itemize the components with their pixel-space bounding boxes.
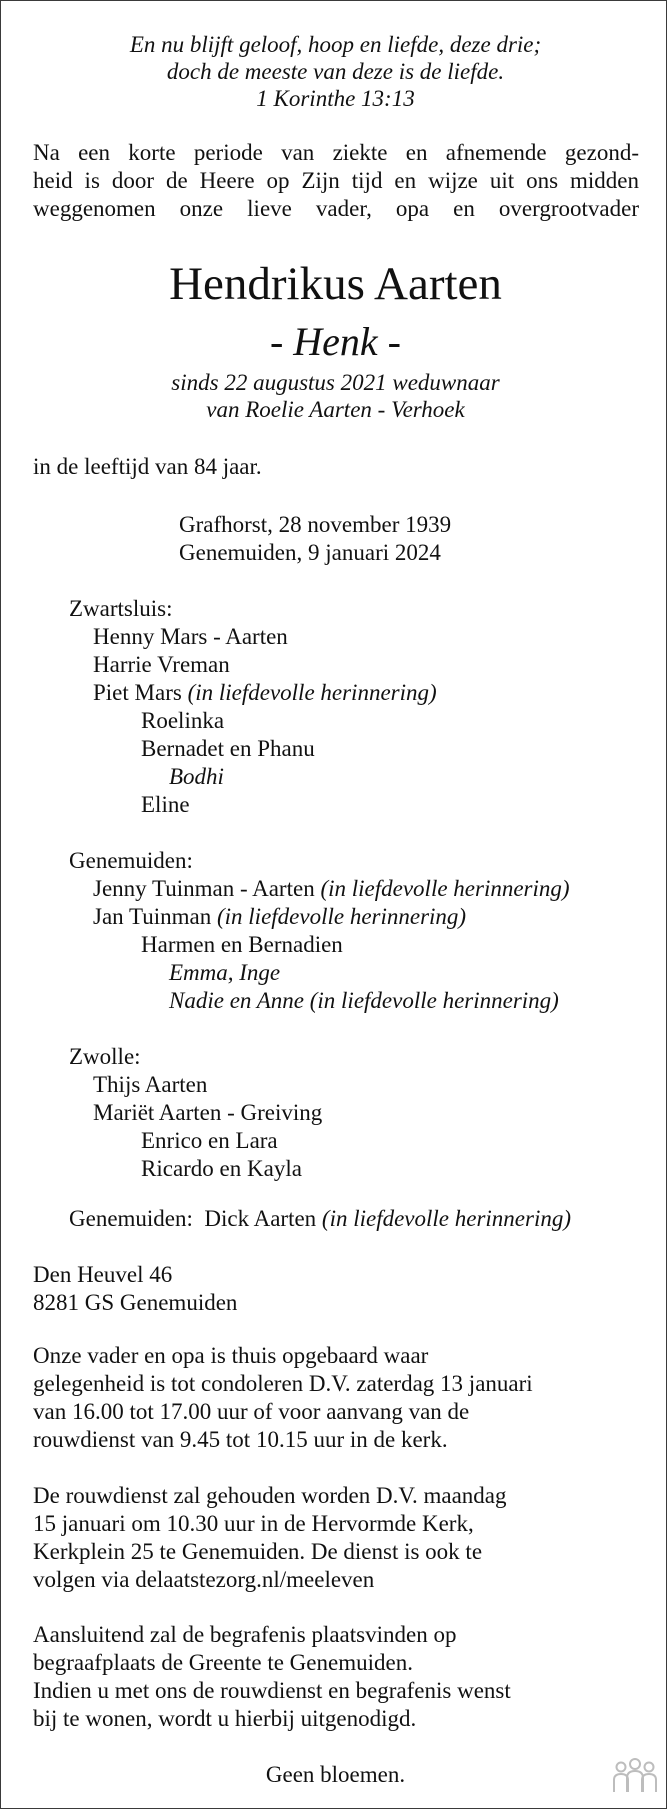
deceased-name: Hendrikus Aarten bbox=[169, 258, 502, 310]
burial-line: Aansluitend zal de begrafenis plaatsvinden op bbox=[33, 1622, 457, 1647]
deceased-nickname: - Henk - bbox=[269, 319, 402, 364]
death-line: Genemuiden, 9 januari 2024 bbox=[179, 540, 441, 565]
verse-line-1: En nu blijft geloof, hoop en liefde, deze drie; bbox=[129, 32, 542, 57]
burial-line: bij te wonen, wordt u hierbij uitgenodigd. bbox=[33, 1706, 417, 1731]
service-line: volgen via delaatstezorg.nl/meeleven bbox=[33, 1567, 375, 1592]
bible-verse bbox=[1, 31, 669, 112]
birth-line: Grafhorst, 28 november 1939 bbox=[179, 512, 452, 537]
condolence-line: Onze vader en opa is thuis opgebaard waar bbox=[33, 1343, 429, 1368]
memorial-note: (in liefdevolle herinnering) bbox=[320, 876, 570, 901]
memorial-note: (in liefdevolle herinnering) bbox=[216, 904, 467, 929]
family-member-row bbox=[69, 903, 659, 931]
family-member-row bbox=[69, 875, 659, 903]
family-member: Dick Aarten bbox=[204, 1206, 317, 1231]
family-member: Ricardo en Kayla bbox=[141, 1156, 302, 1181]
family-member: Eline bbox=[141, 792, 190, 817]
family-member: Bodhi bbox=[169, 764, 224, 789]
burial-line: Indien u met ons de rouwdienst en begrafenis wenst bbox=[33, 1678, 511, 1703]
service-paragraph bbox=[33, 1482, 639, 1594]
family-member: Bernadet en Phanu bbox=[141, 736, 315, 761]
people-group-icon bbox=[612, 1758, 658, 1794]
address-street: Den Heuvel 46 bbox=[33, 1262, 173, 1287]
family-place: Zwolle: bbox=[69, 1044, 141, 1069]
intro-line-3: weggenomen onze lieve vader, opa en overgrootvader bbox=[33, 196, 639, 221]
family-member: Harmen en Bernadien bbox=[141, 932, 343, 957]
family-dick bbox=[69, 1205, 659, 1233]
intro-text bbox=[33, 139, 639, 223]
widower-line-1: sinds 22 augustus 2021 weduwnaar bbox=[171, 370, 500, 395]
address-city: 8281 GS Genemuiden bbox=[33, 1290, 238, 1315]
condolence-paragraph bbox=[33, 1342, 639, 1454]
family-member: Emma, Inge bbox=[169, 960, 281, 985]
family-member: Thijs Aarten bbox=[93, 1072, 208, 1097]
widower-note bbox=[1, 369, 669, 423]
family-place: Genemuiden: bbox=[69, 848, 193, 873]
condolence-line: van 16.00 tot 17.00 uur of voor aanvang van de bbox=[33, 1399, 470, 1424]
service-line: 15 januari om 10.30 uur in de Hervormde Kerk, bbox=[33, 1511, 474, 1536]
widower-line-2: van Roelie Aarten - Verhoek bbox=[206, 397, 465, 422]
family-member: Harrie Vreman bbox=[93, 652, 230, 677]
condolence-line: rouwdienst van 9.45 tot 10.15 uur in de kerk. bbox=[33, 1427, 448, 1452]
dates-block bbox=[179, 511, 451, 567]
memorial-note: (in liefdevolle herinnering) bbox=[187, 680, 437, 705]
family-member: Piet Mars bbox=[93, 680, 182, 705]
service-line: Kerkplein 25 te Genemuiden. De dienst is ook te bbox=[33, 1539, 483, 1564]
verse-line-2: doch de meeste van deze is de liefde. bbox=[166, 59, 505, 84]
age-line: in de leeftijd van 84 jaar. bbox=[33, 454, 262, 479]
burial-paragraph bbox=[33, 1621, 639, 1733]
family-member: Roelinka bbox=[141, 708, 225, 733]
family-place: Genemuiden: bbox=[69, 1206, 193, 1231]
family-member: Jan Tuinman bbox=[93, 904, 212, 929]
family-zwolle bbox=[69, 1043, 659, 1183]
family-member: Henny Mars - Aarten bbox=[93, 624, 288, 649]
closing-note: Geen bloemen. bbox=[265, 1762, 406, 1787]
family-genemuiden bbox=[69, 847, 659, 1015]
address-block bbox=[33, 1261, 639, 1317]
family-member-row bbox=[69, 679, 659, 707]
burial-line: begraafplaats de Greente te Genemuiden. bbox=[33, 1650, 413, 1675]
family-member: Nadie en Anne (in liefdevolle herinnering) bbox=[169, 988, 559, 1013]
family-member: Enrico en Lara bbox=[141, 1128, 278, 1153]
condolence-line: gelegenheid is tot condoleren D.V. zaterdag 13 januari bbox=[33, 1371, 533, 1396]
family-member: Mariët Aarten - Greiving bbox=[93, 1100, 323, 1125]
intro-line-1: Na een korte periode van ziekte en afnemende gezond- bbox=[33, 140, 639, 165]
family-member: Jenny Tuinman - Aarten bbox=[93, 876, 315, 901]
intro-line-2: heid is door de Heere op Zijn tijd en wijze uit ons midden bbox=[33, 168, 639, 193]
verse-reference: 1 Korinthe 13:13 bbox=[256, 86, 415, 111]
service-line: De rouwdienst zal gehouden worden D.V. maandag bbox=[33, 1483, 507, 1508]
memorial-note: (in liefdevolle herinnering) bbox=[321, 1206, 572, 1231]
family-zwartsluis bbox=[69, 595, 659, 819]
family-place: Zwartsluis: bbox=[69, 596, 173, 621]
